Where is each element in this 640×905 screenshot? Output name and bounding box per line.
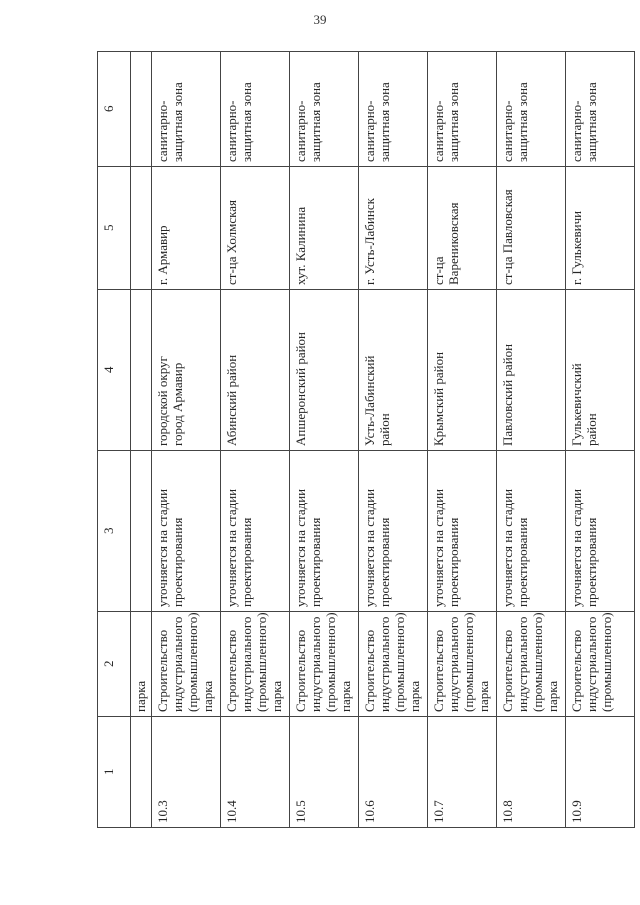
table-column-6	[98, 52, 635, 167]
table-cell	[152, 717, 221, 828]
table-cell	[359, 52, 428, 167]
table-cell	[428, 717, 497, 828]
cell-text: 10.4	[224, 800, 239, 823]
table-cell	[290, 290, 359, 451]
column-number-label: 2	[101, 660, 116, 668]
cell-text: Абинский район	[224, 354, 239, 446]
cell-text: хут. Калинина	[293, 206, 308, 285]
table-column-2	[98, 612, 635, 717]
table-cell	[152, 612, 221, 717]
cell-text: городской округ город Армавир	[155, 356, 185, 446]
header-cell	[98, 290, 131, 451]
cell-text: уточняется на стадии проектирования	[500, 488, 530, 607]
cell-text: г. Усть-Лабинск	[362, 198, 377, 285]
column-number-label: 6	[101, 105, 116, 113]
cell-text: Усть-Лабинский район	[362, 355, 392, 446]
column-number-label: 5	[101, 224, 116, 232]
cell-text: г. Армавир	[155, 225, 170, 285]
cell-text: санитарно- защитная зона	[224, 82, 254, 162]
cell-text: г. Гулькевичи	[569, 210, 584, 285]
header-cell	[98, 52, 131, 167]
cell-text: уточняется на стадии проектирования	[362, 488, 392, 607]
cell-text: 10.5	[293, 800, 308, 823]
table-cell	[428, 52, 497, 167]
table-cell	[566, 290, 635, 451]
table-cell	[359, 451, 428, 612]
table-cell	[152, 52, 221, 167]
cell-text: 10.8	[500, 800, 515, 823]
table-cell	[497, 290, 566, 451]
table-column-4	[98, 290, 635, 451]
continuation-cell	[131, 717, 152, 828]
table-cell	[359, 612, 428, 717]
table-column-3	[98, 451, 635, 612]
cell-text: 10.7	[431, 800, 446, 823]
cell-text: санитарно- защитная зона	[569, 82, 599, 162]
table-cell	[566, 717, 635, 828]
table-cell	[428, 167, 497, 290]
table-cell	[566, 52, 635, 167]
cell-text: Строительство индустриального (промышленного)	[569, 612, 614, 712]
cell-text: ст-ца Холмская	[224, 199, 239, 285]
cell-text: Строительство индустриального (промышленного) парка	[155, 612, 215, 712]
cell-text: Гулькевичский район	[569, 363, 599, 446]
cell-text: уточняется на стадии проектирования	[293, 488, 323, 607]
table-cell	[497, 52, 566, 167]
continuation-text	[131, 167, 135, 289]
table-cell	[428, 290, 497, 451]
cell-text: санитарно- защитная зона	[155, 82, 185, 162]
table-cell	[290, 167, 359, 290]
table-column-5	[98, 167, 635, 290]
table-cell	[566, 167, 635, 290]
table-cell	[290, 717, 359, 828]
table-cell	[497, 451, 566, 612]
table-cell	[221, 290, 290, 451]
table-cell	[497, 717, 566, 828]
table-cell	[428, 451, 497, 612]
page-number: 39	[313, 12, 327, 27]
continuation-text	[131, 52, 135, 166]
cell-text: Строительство индустриального (промышленного) парка	[362, 612, 422, 712]
cell-text: санитарно- защитная зона	[500, 82, 530, 162]
header-cell	[98, 717, 131, 828]
column-number-label: 3	[101, 527, 116, 535]
cell-text: 10.3	[155, 800, 170, 823]
continuation-text	[131, 451, 135, 611]
cell-text: уточняется на стадии проектирования	[224, 488, 254, 607]
table-cell	[566, 451, 635, 612]
table-cell	[290, 451, 359, 612]
table-cell	[497, 612, 566, 717]
continuation-text	[131, 717, 135, 827]
header-cell	[98, 167, 131, 290]
cell-text: ст-ца Павловская	[500, 189, 515, 285]
cell-text: Строительство индустриального (промышленного) парка	[224, 612, 284, 712]
cell-text: Строительство индустриального (промышленного) парка	[293, 612, 353, 712]
table-cell	[359, 167, 428, 290]
cell-text: уточняется на стадии проектирования	[431, 488, 461, 607]
continuation-cell	[131, 612, 152, 717]
data-table	[97, 51, 635, 828]
cell-text: санитарно- защитная зона	[431, 82, 461, 162]
column-number-label: 4	[101, 366, 116, 374]
table-cell	[290, 612, 359, 717]
cell-text: ст-ца Варениковская	[431, 202, 461, 285]
cell-text: 10.9	[569, 800, 584, 823]
table-cell	[221, 612, 290, 717]
continuation-cell	[131, 451, 152, 612]
cell-text: Апшеронский район	[293, 331, 308, 446]
cell-text: санитарно- защитная зона	[293, 82, 323, 162]
table-cell	[359, 717, 428, 828]
table-cell	[359, 290, 428, 451]
table-cell	[152, 451, 221, 612]
table-cell	[221, 717, 290, 828]
table-cell	[221, 167, 290, 290]
continuation-text: парка	[133, 680, 148, 712]
table-cell	[497, 167, 566, 290]
cell-text: Строительство индустриального (промышленного) парка	[500, 612, 560, 712]
table-cell	[566, 612, 635, 717]
table-cell	[221, 52, 290, 167]
cell-text: санитарно- защитная зона	[362, 82, 392, 162]
header-cell	[98, 451, 131, 612]
continuation-cell	[131, 167, 152, 290]
continuation-text	[131, 290, 135, 450]
cell-text: Павловский район	[500, 343, 515, 446]
table-cell	[428, 612, 497, 717]
column-number-label: 1	[101, 768, 116, 776]
cell-text: Строительство индустриального (промышленного) парка	[431, 612, 491, 712]
cell-text: 10.6	[362, 800, 377, 823]
header-cell	[98, 612, 131, 717]
table-cell	[290, 52, 359, 167]
continuation-cell	[131, 52, 152, 167]
table-cell	[221, 451, 290, 612]
table-column-1	[98, 717, 635, 828]
table-cell	[152, 290, 221, 451]
cell-text: уточняется на стадии проектирования	[569, 488, 599, 607]
cell-text: Крымский район	[431, 351, 446, 446]
table-cell	[152, 167, 221, 290]
continuation-cell	[131, 290, 152, 451]
cell-text: уточняется на стадии проектирования	[155, 488, 185, 607]
